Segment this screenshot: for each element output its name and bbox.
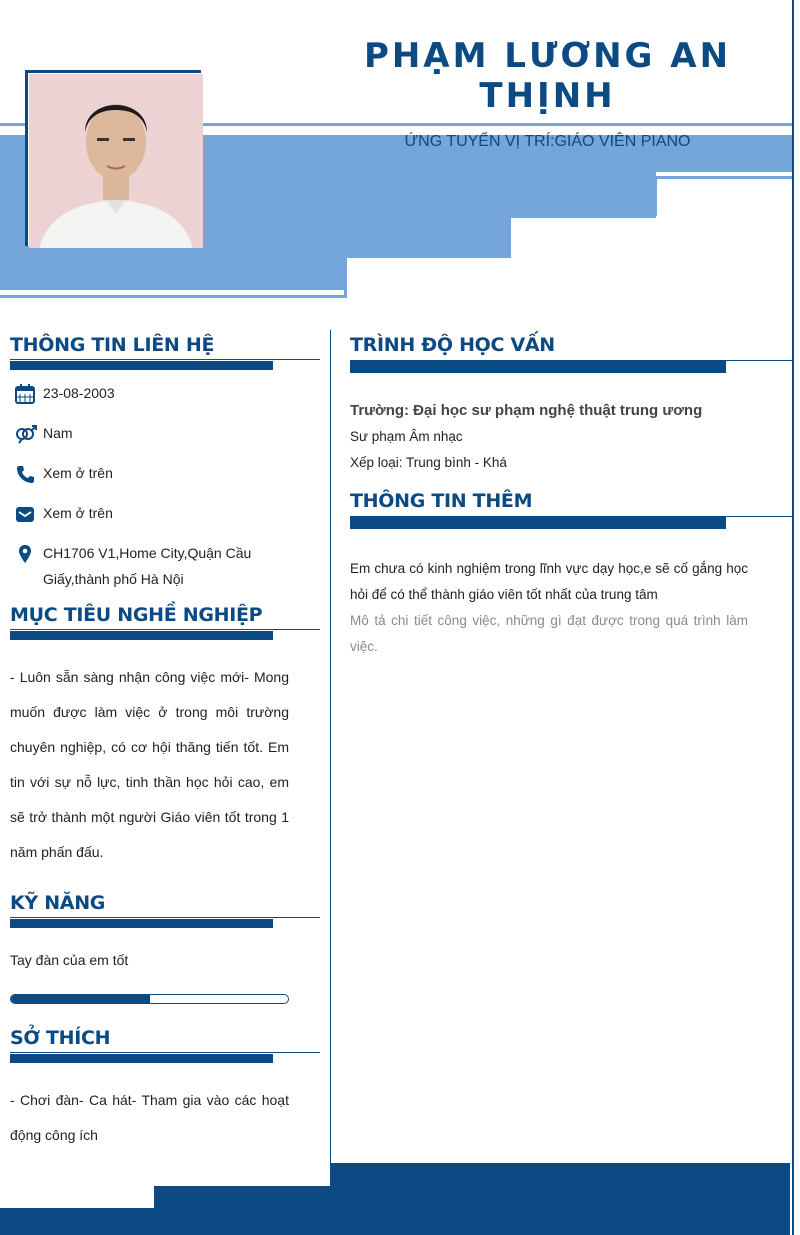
address-text: CH1706 V1,Home City,Quận Cầu Giấy,thành phố Hà Nội (43, 545, 252, 587)
header-stripe-4 (0, 295, 346, 298)
skills-title-line (10, 917, 320, 918)
footer-band-mid (154, 1186, 331, 1235)
phone-text: Xem ở trên (43, 465, 113, 481)
applied-position: ỨNG TUYỂN VỊ TRÍ:GIÁO VIÊN PIANO (404, 133, 691, 150)
education-section-title: TRÌNH ĐỘ HỌC VẤN (350, 334, 555, 356)
skills-title-bar (10, 919, 273, 928)
page-right-border (792, 0, 794, 1235)
additional-section-title: THÔNG TIN THÊM (350, 490, 533, 512)
additional-title-line (350, 516, 792, 517)
contact-address (14, 540, 314, 592)
additional-text: Em chưa có kinh nghiệm trong lĩnh vực dạy học,e sẽ cố gắng học hỏi để có thể thành giáo viên tốt nhất của trung tâm (350, 561, 748, 602)
contact-title-line (10, 359, 320, 360)
hobbies-title-line (10, 1052, 320, 1053)
hobbies-section-title: SỞ THÍCH (10, 1027, 111, 1049)
header-stripe-v3 (654, 176, 657, 216)
column-divider (330, 330, 331, 1190)
phone-icon (14, 464, 36, 484)
email-icon (14, 504, 36, 524)
header-stripe-1 (656, 176, 792, 179)
contact-section-title: THÔNG TIN LIÊN HỆ (10, 334, 215, 356)
header-step-cut-2 (510, 218, 792, 260)
gender-text: Nam (43, 425, 73, 441)
birthday-text: 23-08-2003 (43, 385, 115, 401)
header-step-cut-1 (346, 258, 792, 298)
additional-title-bar (350, 517, 726, 529)
objective-section-title: MỤC TIÊU NGHỀ NGHIỆP (10, 604, 263, 626)
objective-text: - Luôn sẵn sàng nhận công việc mới- Mong muốn được làm việc ở trong môi trường chuyên nghiệp, có cơ hội thăng tiến tốt. Em tin với sự nỗ lực, tinh thần học hỏi cao, em sẽ trở thành một người Giáo viên tốt trong 1 năm phấn đấu. (10, 669, 289, 860)
skill-name: Tay đàn của em tốt (10, 952, 129, 968)
header-stripe-3 (346, 255, 510, 258)
footer-band-right (331, 1163, 790, 1235)
gender-icon (14, 424, 36, 444)
contact-email (14, 500, 314, 526)
skill-progress-track (10, 994, 289, 1004)
education-title-bar (350, 361, 726, 373)
candidate-name: PHẠM LƯƠNG AN THỊNH (363, 36, 732, 116)
header-stripe-2 (510, 212, 656, 215)
hobbies-text: - Chơi đàn- Ca hát- Tham gia vào các hoạt động công ích (10, 1092, 289, 1143)
footer-band-left (0, 1208, 154, 1235)
contact-title-bar (10, 361, 273, 370)
education-major: Sư phạm Âm nhạc (350, 429, 463, 444)
objective-title-bar (10, 631, 273, 640)
contact-phone (14, 460, 314, 486)
education-title-line (350, 360, 792, 361)
objective-title-line (10, 629, 320, 630)
contact-gender (14, 420, 314, 446)
additional-placeholder: Mô tả chi tiết công việc, những gì đạt được trong quá trình làm việc. (350, 613, 748, 654)
education-grade: Xếp loại: Trung bình - Khá (350, 455, 507, 470)
header-stripe-v2 (508, 212, 511, 258)
calendar-icon (14, 384, 36, 404)
header-stripe-v1 (344, 255, 347, 298)
location-icon (14, 544, 36, 564)
hobbies-title-bar (10, 1054, 273, 1063)
email-text: Xem ở trên (43, 505, 113, 521)
skill-progress-fill (11, 995, 150, 1003)
skills-section-title: KỸ NĂNG (10, 892, 106, 914)
education-school: Trường: Đại học sư phạm nghệ thuật trung ương (350, 402, 703, 419)
contact-birthday (14, 380, 314, 406)
header-step-cut-3 (656, 172, 792, 220)
avatar (29, 74, 203, 248)
